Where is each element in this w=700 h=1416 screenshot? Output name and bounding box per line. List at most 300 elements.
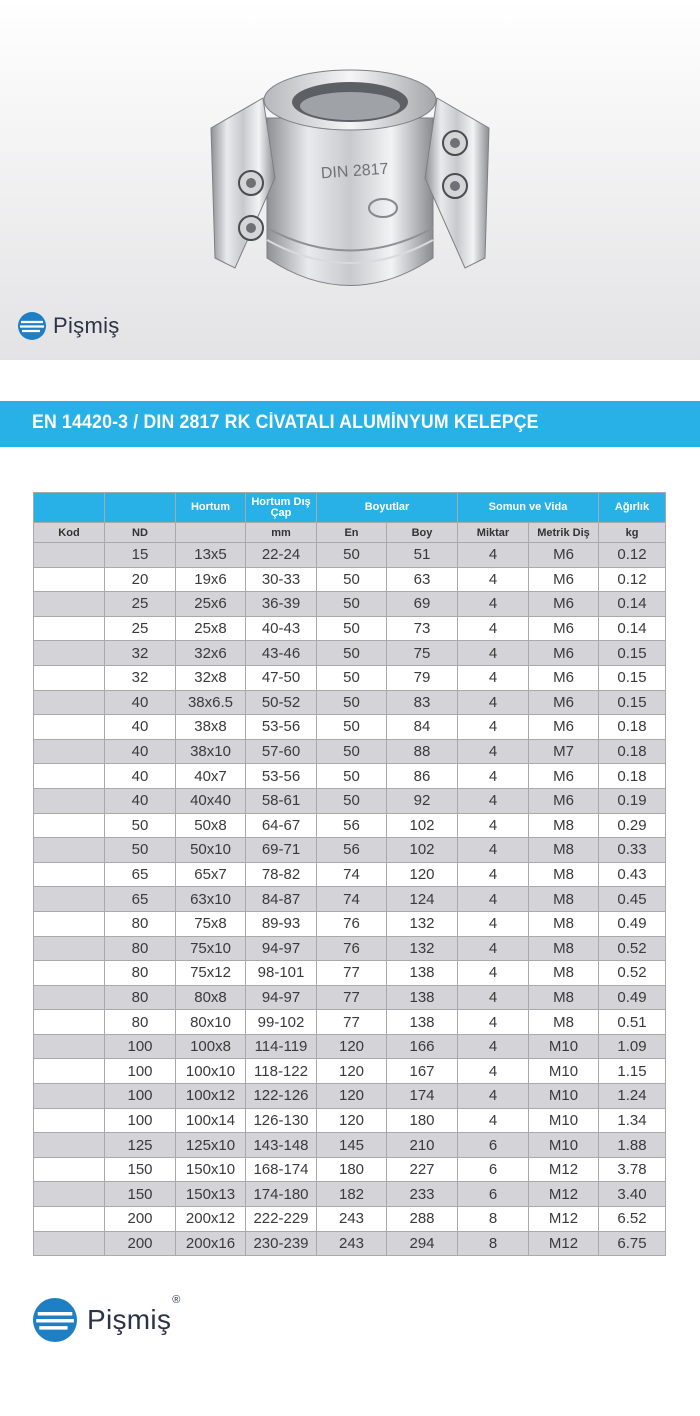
cell-kg: 1.88	[599, 1133, 666, 1158]
cell-boy: 102	[387, 813, 458, 838]
cell-metrik: M7	[529, 739, 599, 764]
cell-hortum: 80x8	[176, 985, 246, 1010]
cell-kod	[34, 690, 105, 715]
cell-en: 77	[317, 1010, 387, 1035]
table-row	[34, 1084, 666, 1109]
table-group-header-row	[34, 493, 666, 523]
cell-miktar: 4	[458, 764, 529, 789]
cell-kod	[34, 715, 105, 740]
cell-kod	[34, 985, 105, 1010]
cell-kg: 0.18	[599, 739, 666, 764]
cell-nd: 200	[105, 1207, 176, 1232]
cell-en: 120	[317, 1059, 387, 1084]
cell-miktar: 6	[458, 1182, 529, 1207]
cell-hortum: 65x7	[176, 862, 246, 887]
cell-miktar: 4	[458, 543, 529, 568]
brand-logo-top[interactable]	[18, 312, 120, 340]
cell-miktar: 4	[458, 616, 529, 641]
cell-metrik: M8	[529, 813, 599, 838]
cell-nd: 80	[105, 911, 176, 936]
cell-dis-cap: 53-56	[246, 715, 317, 740]
cell-dis-cap: 57-60	[246, 739, 317, 764]
cell-kg: 0.18	[599, 715, 666, 740]
cell-miktar: 4	[458, 592, 529, 617]
cell-en: 56	[317, 838, 387, 863]
cell-metrik: M6	[529, 592, 599, 617]
cell-kod	[34, 616, 105, 641]
cell-kg: 0.45	[599, 887, 666, 912]
cell-hortum: 100x8	[176, 1034, 246, 1059]
table-row	[34, 764, 666, 789]
cell-en: 180	[317, 1157, 387, 1182]
cell-hortum: 40x7	[176, 764, 246, 789]
table-row	[34, 1182, 666, 1207]
brand-mark-icon	[33, 1298, 77, 1342]
cell-dis-cap: 64-67	[246, 813, 317, 838]
table-row	[34, 1133, 666, 1158]
cell-boy: 73	[387, 616, 458, 641]
table-row	[34, 641, 666, 666]
cell-hortum: 25x6	[176, 592, 246, 617]
table-row	[34, 1034, 666, 1059]
cell-en: 56	[317, 813, 387, 838]
table-row	[34, 567, 666, 592]
cell-dis-cap: 22-24	[246, 543, 317, 568]
cell-metrik: M8	[529, 985, 599, 1010]
cell-kod	[34, 911, 105, 936]
cell-en: 77	[317, 985, 387, 1010]
table-row	[34, 1207, 666, 1232]
cell-dis-cap: 168-174	[246, 1157, 317, 1182]
cell-metrik: M12	[529, 1182, 599, 1207]
subheader-nd: ND	[105, 523, 176, 543]
table-row	[34, 936, 666, 961]
cell-boy: 88	[387, 739, 458, 764]
cell-dis-cap: 98-101	[246, 961, 317, 986]
table-row	[34, 1157, 666, 1182]
cell-nd: 150	[105, 1182, 176, 1207]
table-row	[34, 788, 666, 813]
cell-dis-cap: 230-239	[246, 1231, 317, 1256]
table-row	[34, 690, 666, 715]
cell-kod	[34, 665, 105, 690]
cell-en: 50	[317, 764, 387, 789]
cell-kod	[34, 543, 105, 568]
cell-miktar: 4	[458, 641, 529, 666]
cell-kg: 1.34	[599, 1108, 666, 1133]
cell-kg: 6.52	[599, 1207, 666, 1232]
cell-kod	[34, 1010, 105, 1035]
cell-en: 50	[317, 690, 387, 715]
cell-boy: 174	[387, 1084, 458, 1109]
cell-dis-cap: 94-97	[246, 936, 317, 961]
cell-metrik: M6	[529, 788, 599, 813]
subheader-metrik: Metrik Diş	[529, 523, 599, 543]
cell-miktar: 4	[458, 838, 529, 863]
header-empty-kod	[34, 493, 105, 523]
cell-kod	[34, 1084, 105, 1109]
cell-nd: 40	[105, 715, 176, 740]
cell-en: 50	[317, 788, 387, 813]
cell-dis-cap: 30-33	[246, 567, 317, 592]
table-row	[34, 887, 666, 912]
subheader-en: En	[317, 523, 387, 543]
cell-kod	[34, 567, 105, 592]
table-row	[34, 715, 666, 740]
cell-hortum: 38x10	[176, 739, 246, 764]
cell-miktar: 6	[458, 1133, 529, 1158]
cell-hortum: 63x10	[176, 887, 246, 912]
cell-miktar: 4	[458, 665, 529, 690]
cell-en: 74	[317, 887, 387, 912]
cell-metrik: M10	[529, 1108, 599, 1133]
cell-boy: 180	[387, 1108, 458, 1133]
cell-dis-cap: 78-82	[246, 862, 317, 887]
cell-boy: 86	[387, 764, 458, 789]
cell-kod	[34, 592, 105, 617]
cell-kod	[34, 1207, 105, 1232]
table-row	[34, 1010, 666, 1035]
cell-hortum: 40x40	[176, 788, 246, 813]
cell-dis-cap: 43-46	[246, 641, 317, 666]
cell-hortum: 19x6	[176, 567, 246, 592]
cell-miktar: 4	[458, 1034, 529, 1059]
cell-miktar: 4	[458, 1059, 529, 1084]
cell-nd: 200	[105, 1231, 176, 1256]
table-row	[34, 1231, 666, 1256]
table-row	[34, 1108, 666, 1133]
cell-nd: 80	[105, 1010, 176, 1035]
cell-nd: 65	[105, 887, 176, 912]
cell-miktar: 4	[458, 690, 529, 715]
cell-hortum: 80x10	[176, 1010, 246, 1035]
cell-nd: 80	[105, 936, 176, 961]
cell-boy: 227	[387, 1157, 458, 1182]
subheader-miktar: Miktar	[458, 523, 529, 543]
table-row	[34, 616, 666, 641]
cell-kod	[34, 788, 105, 813]
header-hortum: Hortum	[176, 493, 246, 523]
cell-hortum: 125x10	[176, 1133, 246, 1158]
cell-metrik: M6	[529, 567, 599, 592]
cell-dis-cap: 69-71	[246, 838, 317, 863]
cell-kg: 1.24	[599, 1084, 666, 1109]
cell-kg: 6.75	[599, 1231, 666, 1256]
header-empty-nd	[105, 493, 176, 523]
cell-en: 50	[317, 641, 387, 666]
cell-boy: 166	[387, 1034, 458, 1059]
cell-dis-cap: 36-39	[246, 592, 317, 617]
cell-en: 120	[317, 1108, 387, 1133]
cell-hortum: 32x6	[176, 641, 246, 666]
cell-boy: 79	[387, 665, 458, 690]
cell-dis-cap: 114-119	[246, 1034, 317, 1059]
cell-hortum: 100x12	[176, 1084, 246, 1109]
cell-nd: 40	[105, 690, 176, 715]
cell-kg: 3.40	[599, 1182, 666, 1207]
cell-hortum: 38x8	[176, 715, 246, 740]
table-row	[34, 739, 666, 764]
cell-boy: 83	[387, 690, 458, 715]
cell-en: 182	[317, 1182, 387, 1207]
cell-en: 74	[317, 862, 387, 887]
clamp-engraving: DIN 2817	[320, 160, 389, 183]
hero-banner	[0, 0, 700, 360]
cell-miktar: 4	[458, 813, 529, 838]
page-title: EN 14420-3 / DIN 2817 RK CİVATALI ALUMİNYUM KELEPÇE	[32, 412, 539, 433]
brand-name-text: Pişmiş	[87, 1304, 172, 1335]
cell-nd: 100	[105, 1034, 176, 1059]
cell-kg: 0.12	[599, 543, 666, 568]
cell-boy: 138	[387, 961, 458, 986]
table-row	[34, 985, 666, 1010]
cell-hortum: 13x5	[176, 543, 246, 568]
cell-kod	[34, 1231, 105, 1256]
cell-hortum: 50x10	[176, 838, 246, 863]
cell-boy: 210	[387, 1133, 458, 1158]
header-somun-vida: Somun ve Vida	[458, 493, 599, 523]
cell-nd: 40	[105, 764, 176, 789]
table-sub-header-row	[34, 523, 666, 543]
cell-nd: 80	[105, 961, 176, 986]
cell-dis-cap: 99-102	[246, 1010, 317, 1035]
cell-miktar: 4	[458, 985, 529, 1010]
cell-metrik: M8	[529, 911, 599, 936]
cell-dis-cap: 84-87	[246, 887, 317, 912]
table-row	[34, 862, 666, 887]
cell-miktar: 4	[458, 1108, 529, 1133]
cell-metrik: M10	[529, 1133, 599, 1158]
subheader-boy: Boy	[387, 523, 458, 543]
brand-name: Pişmiş	[53, 313, 120, 338]
cell-metrik: M6	[529, 641, 599, 666]
cell-nd: 100	[105, 1059, 176, 1084]
cell-kod	[34, 961, 105, 986]
header-boyutlar: Boyutlar	[317, 493, 458, 523]
cell-dis-cap: 58-61	[246, 788, 317, 813]
cell-hortum: 150x13	[176, 1182, 246, 1207]
cell-en: 120	[317, 1034, 387, 1059]
cell-nd: 15	[105, 543, 176, 568]
cell-en: 243	[317, 1207, 387, 1232]
cell-metrik: M6	[529, 690, 599, 715]
cell-miktar: 4	[458, 739, 529, 764]
cell-metrik: M8	[529, 936, 599, 961]
cell-nd: 32	[105, 641, 176, 666]
cell-kod	[34, 641, 105, 666]
cell-kg: 0.15	[599, 690, 666, 715]
cell-en: 50	[317, 616, 387, 641]
cell-kod	[34, 739, 105, 764]
cell-boy: 120	[387, 862, 458, 887]
cell-miktar: 8	[458, 1231, 529, 1256]
cell-boy: 69	[387, 592, 458, 617]
cell-kod	[34, 1059, 105, 1084]
cell-miktar: 4	[458, 862, 529, 887]
cell-kg: 1.15	[599, 1059, 666, 1084]
cell-metrik: M6	[529, 715, 599, 740]
cell-kod	[34, 936, 105, 961]
cell-metrik: M8	[529, 961, 599, 986]
cell-kod	[34, 1182, 105, 1207]
cell-en: 50	[317, 543, 387, 568]
table-row	[34, 838, 666, 863]
cell-miktar: 4	[458, 911, 529, 936]
cell-kg: 3.78	[599, 1157, 666, 1182]
cell-en: 50	[317, 715, 387, 740]
cell-metrik: M6	[529, 616, 599, 641]
cell-boy: 84	[387, 715, 458, 740]
cell-metrik: M10	[529, 1084, 599, 1109]
cell-miktar: 8	[458, 1207, 529, 1232]
cell-miktar: 4	[458, 567, 529, 592]
cell-metrik: M10	[529, 1034, 599, 1059]
cell-kg: 0.33	[599, 838, 666, 863]
cell-metrik: M8	[529, 887, 599, 912]
cell-miktar: 4	[458, 936, 529, 961]
brand-name	[87, 1294, 181, 1336]
cell-en: 50	[317, 739, 387, 764]
cell-kod	[34, 764, 105, 789]
cell-metrik: M12	[529, 1157, 599, 1182]
cell-kg: 0.14	[599, 616, 666, 641]
cell-hortum: 75x10	[176, 936, 246, 961]
cell-kod	[34, 1157, 105, 1182]
cell-en: 76	[317, 911, 387, 936]
header-agirlik: Ağırlık	[599, 493, 666, 523]
cell-boy: 102	[387, 838, 458, 863]
cell-miktar: 4	[458, 788, 529, 813]
cell-kg: 1.09	[599, 1034, 666, 1059]
cell-nd: 80	[105, 985, 176, 1010]
cell-metrik: M12	[529, 1207, 599, 1232]
cell-dis-cap: 94-97	[246, 985, 317, 1010]
cell-kg: 0.49	[599, 911, 666, 936]
cell-boy: 233	[387, 1182, 458, 1207]
subheader-mm: mm	[246, 523, 317, 543]
cell-kod	[34, 862, 105, 887]
cell-dis-cap: 174-180	[246, 1182, 317, 1207]
cell-metrik: M12	[529, 1231, 599, 1256]
cell-en: 50	[317, 665, 387, 690]
cell-nd: 32	[105, 665, 176, 690]
cell-kg: 0.52	[599, 961, 666, 986]
cell-nd: 100	[105, 1084, 176, 1109]
cell-kg: 0.12	[599, 567, 666, 592]
cell-nd: 65	[105, 862, 176, 887]
cell-miktar: 4	[458, 887, 529, 912]
subheader-hortum	[176, 523, 246, 543]
cell-metrik: M8	[529, 862, 599, 887]
table-row	[34, 911, 666, 936]
cell-metrik: M6	[529, 665, 599, 690]
spec-table	[33, 492, 666, 1256]
cell-en: 76	[317, 936, 387, 961]
table-row	[34, 665, 666, 690]
cell-dis-cap: 53-56	[246, 764, 317, 789]
cell-hortum: 100x14	[176, 1108, 246, 1133]
cell-boy: 288	[387, 1207, 458, 1232]
cell-dis-cap: 122-126	[246, 1084, 317, 1109]
cell-kg: 0.19	[599, 788, 666, 813]
cell-nd: 50	[105, 838, 176, 863]
cell-dis-cap: 126-130	[246, 1108, 317, 1133]
cell-kg: 0.14	[599, 592, 666, 617]
table-row	[34, 961, 666, 986]
cell-boy: 138	[387, 985, 458, 1010]
cell-en: 50	[317, 567, 387, 592]
cell-boy: 167	[387, 1059, 458, 1084]
cell-kod	[34, 887, 105, 912]
cell-nd: 25	[105, 616, 176, 641]
cell-metrik: M6	[529, 543, 599, 568]
aluminium-clamp-image	[205, 58, 495, 308]
cell-hortum: 50x8	[176, 813, 246, 838]
cell-kod	[34, 1133, 105, 1158]
cell-boy: 92	[387, 788, 458, 813]
registered-mark: ®	[172, 1294, 181, 1306]
cell-boy: 138	[387, 1010, 458, 1035]
subheader-kg: kg	[599, 523, 666, 543]
cell-boy: 294	[387, 1231, 458, 1256]
table-row	[34, 543, 666, 568]
cell-hortum: 200x12	[176, 1207, 246, 1232]
cell-boy: 63	[387, 567, 458, 592]
cell-hortum: 100x10	[176, 1059, 246, 1084]
cell-miktar: 4	[458, 715, 529, 740]
cell-kg: 0.43	[599, 862, 666, 887]
cell-en: 243	[317, 1231, 387, 1256]
cell-metrik: M6	[529, 764, 599, 789]
cell-kg: 0.15	[599, 641, 666, 666]
cell-dis-cap: 222-229	[246, 1207, 317, 1232]
cell-miktar: 4	[458, 1084, 529, 1109]
cell-miktar: 4	[458, 961, 529, 986]
cell-boy: 124	[387, 887, 458, 912]
cell-kg: 0.15	[599, 665, 666, 690]
cell-nd: 125	[105, 1133, 176, 1158]
cell-miktar: 6	[458, 1157, 529, 1182]
table-row	[34, 813, 666, 838]
cell-kg: 0.52	[599, 936, 666, 961]
cell-hortum: 75x8	[176, 911, 246, 936]
cell-miktar: 4	[458, 1010, 529, 1035]
cell-metrik: M8	[529, 838, 599, 863]
cell-hortum: 75x12	[176, 961, 246, 986]
subheader-kod: Kod	[34, 523, 105, 543]
cell-dis-cap: 47-50	[246, 665, 317, 690]
cell-en: 120	[317, 1084, 387, 1109]
header-hortum-dis-cap: Hortum Dış Çap	[246, 493, 317, 523]
brand-logo-bottom[interactable]	[33, 1294, 181, 1342]
cell-en: 50	[317, 592, 387, 617]
cell-hortum: 32x8	[176, 665, 246, 690]
cell-kod	[34, 1108, 105, 1133]
cell-hortum: 25x8	[176, 616, 246, 641]
cell-kod	[34, 838, 105, 863]
cell-nd: 40	[105, 788, 176, 813]
cell-boy: 132	[387, 911, 458, 936]
cell-metrik: M8	[529, 1010, 599, 1035]
cell-kg: 0.29	[599, 813, 666, 838]
cell-boy: 51	[387, 543, 458, 568]
cell-dis-cap: 40-43	[246, 616, 317, 641]
cell-nd: 20	[105, 567, 176, 592]
table-body	[34, 543, 666, 1256]
cell-boy: 132	[387, 936, 458, 961]
cell-kg: 0.49	[599, 985, 666, 1010]
cell-dis-cap: 143-148	[246, 1133, 317, 1158]
